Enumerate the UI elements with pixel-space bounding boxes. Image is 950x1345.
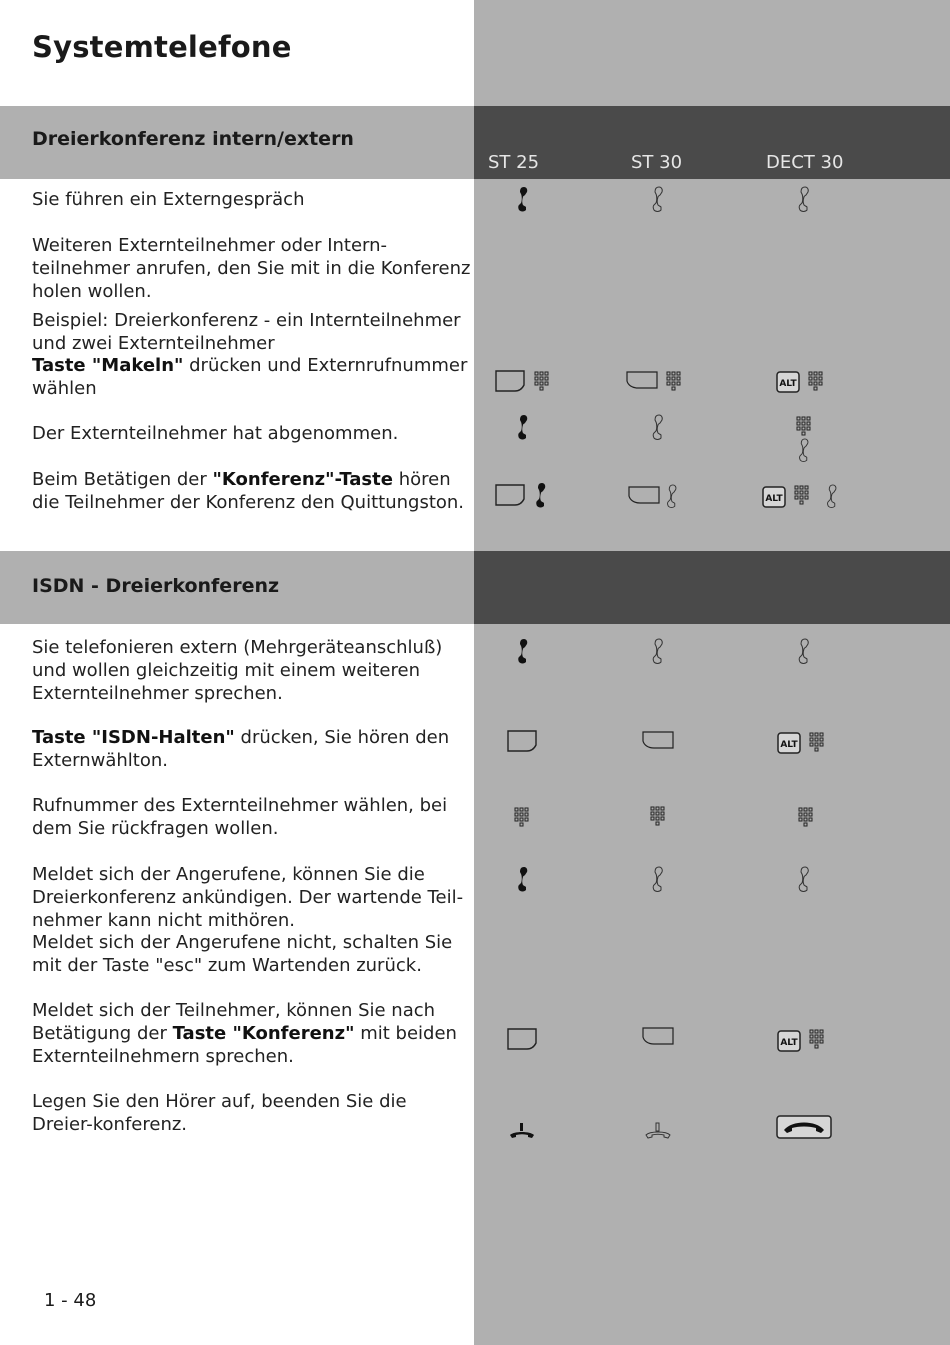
keypad-icon [809, 732, 825, 752]
section1-device-header [474, 106, 950, 179]
s1-step-2-text: Weiteren Externteilnehmer oder Intern-teilnehmer anrufen, den Sie mit in die Konferenz holen wollen. [32, 235, 471, 302]
s2-step-hangup-text: Legen Sie den Hörer auf, beenden Sie die Dreier-konferenz. [32, 1091, 407, 1135]
s2-konferenz-key-label: Taste "Konferenz" [172, 1023, 355, 1044]
s2-step-announce-text: Meldet sich der Angerufene, können Sie die Dreierkonferenz ankündigen. Der wartende Teil-nehmer kann nicht mithören. [32, 864, 464, 931]
handset-icon [515, 638, 531, 664]
handset-icon [824, 484, 840, 508]
s1-example-text: Beispiel: Dreierkonferenz - ein Internteilnehmer und zwei Externteilnehmer [32, 310, 461, 354]
handset-icon [796, 866, 812, 892]
handset-icon [515, 186, 531, 212]
handset-icon [515, 866, 531, 892]
keypad-icon [666, 371, 682, 391]
s1-step-makeln-text [32, 354, 472, 400]
device-column-background [474, 0, 950, 1345]
s2-step-dial-text: Rufnummer des Externteilnehmer wählen, bei dem Sie rückfragen wollen. [32, 795, 448, 839]
s1-step-answered-text: Der Externteilnehmer hat abgenommen. [32, 423, 399, 444]
s2-step-konferenz-text [32, 999, 472, 1068]
keypad-icon [809, 1029, 825, 1049]
s1-step-konferenz-text [32, 468, 472, 514]
alt-key-label: ALT [765, 494, 783, 504]
alt-key-label: ALT [780, 740, 798, 750]
keypad-icon [650, 806, 666, 826]
handset-icon [650, 186, 666, 212]
section1-title: Dreierkonferenz intern/extern [32, 128, 354, 150]
handset-icon [650, 638, 666, 664]
handset-icon [664, 484, 680, 508]
function-key-icon [642, 1027, 674, 1045]
s1-step-1-text: Sie führen ein Externgespräch [32, 189, 305, 210]
makeln-key-label: Taste "Makeln" [32, 355, 184, 376]
end-call-key-icon [776, 1115, 832, 1139]
function-key-icon [626, 371, 658, 389]
s2-step-no-answer-text: Meldet sich der Angerufene nicht, schalten Sie mit der Taste "esc" zum Wartenden zurück. [32, 932, 453, 976]
hang-up-icon [644, 1122, 672, 1142]
isdn-halten-instruction: drücken, Sie hören den Externwählton. [32, 727, 450, 771]
handset-icon [796, 186, 812, 212]
section2-device-header [474, 551, 950, 624]
s2-konferenz-text-before: Meldet sich der Teilnehmer, können Sie nach Betätigung der [32, 1000, 436, 1044]
keypad-icon [796, 416, 812, 436]
makeln-instruction: drücken und Externrufnummer wählen [32, 355, 468, 399]
keypad-icon [534, 371, 550, 391]
keypad-icon [798, 807, 814, 827]
function-key-icon [642, 731, 674, 749]
keypad-icon [514, 807, 530, 827]
isdn-halten-key-label: Taste "ISDN-Halten" [32, 727, 235, 748]
keypad-icon [794, 485, 810, 505]
s2-step-isdn-halten-text [32, 726, 472, 772]
function-key-icon [507, 730, 537, 752]
page-title: Systemtelefone [32, 30, 292, 64]
alt-key-label: ALT [779, 379, 797, 389]
hang-up-icon [508, 1122, 536, 1142]
handset-icon [650, 414, 666, 440]
device-label-st30: ST 30 [631, 152, 683, 173]
alt-key-icon [762, 486, 786, 508]
handset-icon [533, 482, 549, 508]
function-key-icon [507, 1028, 537, 1050]
s2-step-1-text: Sie telefonieren extern (Mehrgeräteanschluß) und wollen gleichzeitig mit einem weiteren Externteilnehmer sprechen. [32, 637, 443, 704]
alt-key-label: ALT [780, 1038, 798, 1048]
handset-icon [796, 638, 812, 664]
function-key-icon [495, 484, 525, 506]
device-label-st25: ST 25 [488, 152, 540, 173]
function-key-icon [628, 486, 660, 504]
handset-icon [650, 866, 666, 892]
handset-icon [796, 438, 812, 462]
function-key-icon [495, 370, 525, 392]
device-label-dect30: DECT 30 [766, 152, 844, 173]
s2-konferenz-text-after: mit beiden Externteilnehmern sprechen. [32, 1023, 457, 1067]
section2-title: ISDN - Dreierkonferenz [32, 575, 280, 597]
konferenz-text-after: hören die Teilnehmer der Konferenz den Quittungston. [32, 469, 465, 513]
page-number: 1 - 48 [44, 1290, 97, 1311]
alt-key-icon [776, 371, 800, 393]
konferenz-text-before: Beim Betätigen der [32, 469, 213, 490]
alt-key-icon [777, 1030, 801, 1052]
konferenz-key-label: "Konferenz"-Taste [212, 469, 393, 490]
keypad-icon [808, 371, 824, 391]
alt-key-icon [777, 732, 801, 754]
handset-icon [515, 414, 531, 440]
